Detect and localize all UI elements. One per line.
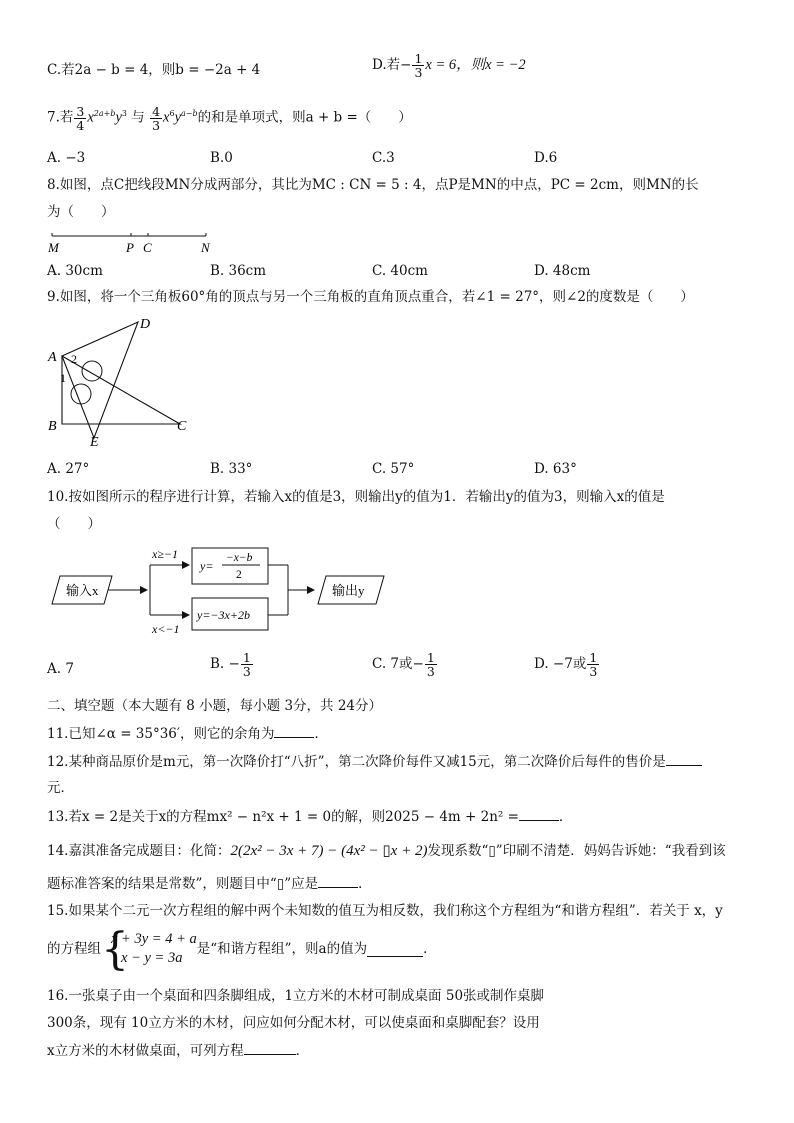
q16-line1: 16.一张桌子由一个桌面和四条脚组成，1立方米的木材可制成桌面 50张或制作桌脚: [47, 988, 545, 1004]
label-m: M: [48, 240, 59, 255]
q9-option-c: C. 57°: [372, 461, 415, 477]
q6-option-d-prefix: D.若−: [372, 57, 412, 73]
q11: [47, 723, 328, 744]
q15-blank[interactable]: [367, 942, 423, 957]
q7-term2-exp: 6: [169, 109, 175, 118]
q14-blank[interactable]: [318, 873, 358, 888]
q14-line2: [47, 873, 372, 894]
box-bottom-formula: y=−3x+2b: [197, 608, 250, 622]
q10-option-b: [210, 651, 254, 678]
label-d: D: [140, 317, 151, 332]
q16-line3: [47, 1040, 309, 1061]
q10-d-den: 3: [589, 664, 598, 679]
q8-stem-line2: 为（ ）: [47, 204, 115, 220]
label-c: C: [143, 240, 152, 255]
section2-heading: 二、填空题（本大题有 8 小题，每小题 3分，共 24分）: [47, 698, 383, 714]
q11-end: ．: [314, 726, 328, 742]
q9-option-d: D. 63°: [534, 461, 577, 477]
q15-equation-system: [101, 924, 197, 975]
q7-option-b: B.0: [210, 150, 233, 166]
q7-lead: 7.若: [47, 109, 74, 126]
label-n: N: [201, 240, 210, 255]
q16-end: ．: [295, 1043, 310, 1059]
q16-line3-text: x立方米的木材做桌面，可列方程: [47, 1043, 244, 1059]
label-angle-1: 1: [60, 371, 66, 385]
q7-option-c: C.3: [372, 150, 395, 166]
triangle-hole-lower: [71, 384, 91, 404]
q10-option-a: A. 7: [47, 661, 74, 677]
q10-option-c: [372, 651, 438, 678]
q15-eq1: x + 3y = 4 + a: [111, 931, 197, 947]
q7-frac2-den: 3: [152, 117, 161, 133]
q16-line2: 300条，现有 10立方米的木材，问应如何分配木材，可以使桌面和桌脚配套？设用: [47, 1015, 540, 1031]
q14-lead: 14.嘉淇准备完成题目：化简：: [47, 843, 231, 859]
q6-option-d-suffix: x = 6，则x = −2: [425, 57, 526, 73]
q8-segment-figure: [44, 228, 224, 256]
q14-end: ．: [358, 876, 372, 892]
q15-lead: 的方程组: [47, 941, 101, 957]
q6-d-frac-num: 1: [414, 51, 423, 66]
q8-option-a: A. 30cm: [47, 263, 103, 279]
q9-triangle-figure: [44, 312, 204, 452]
q6-option-c: C.若2a − b = 4，则b = −2a + 4: [47, 62, 261, 78]
q7-tail: 的和是单项式，则a + b =（ ）: [197, 109, 412, 126]
q13-blank[interactable]: [519, 806, 559, 821]
q10-c-prefix: C. 7或−: [372, 656, 424, 672]
q7-frac2-num: 4: [152, 103, 161, 119]
q10-b-prefix: B. −: [210, 656, 240, 672]
cond-top: x≥−1: [152, 547, 179, 561]
q11-blank[interactable]: [274, 723, 314, 738]
q10-option-d: [534, 651, 600, 678]
q10-stem-line1: 10.按如图所示的程序进行计算，若输入x的值是3，则输出y的值为1．若输出y的值为3，则输入x的值是: [47, 489, 665, 505]
q7-frac1-den: 4: [76, 117, 85, 133]
box-top-den: 2: [236, 569, 242, 581]
label-a: A: [48, 350, 57, 365]
q13: [47, 806, 572, 827]
q10-b-den: 3: [242, 664, 251, 679]
q6-option-d: [372, 52, 526, 79]
q7-mid: 与: [131, 109, 145, 126]
cond-bottom: x<−1: [152, 622, 180, 636]
q7-term1-exp: 2a+b: [93, 109, 116, 118]
label-angle-2: 2: [71, 352, 77, 366]
q10-d-prefix: D. −7或: [534, 656, 587, 672]
label-p: P: [126, 240, 134, 255]
q15-brace: {: [101, 924, 129, 975]
q7-term1-y: y: [115, 109, 122, 126]
output-label: 输出y: [332, 583, 365, 598]
q15-line1: 15.如果某个二元一次方程组的解中两个未知数的值互为相反数，我们称这个方程组为“和谐方程组”．若关于 x，y: [47, 903, 723, 919]
q12-line2: 元．: [47, 780, 74, 796]
q15-line2: [47, 924, 437, 978]
q15-tail: 是“和谐方程组”，则a的值为: [196, 941, 368, 957]
q14-line1: [47, 841, 726, 861]
q10-c-den: 3: [426, 664, 435, 679]
q16-blank[interactable]: [244, 1040, 296, 1055]
input-label: 输入x: [66, 583, 99, 598]
q7-option-d: D.6: [534, 150, 558, 166]
q14-line2-text: 题标准答案的结果是常数”，则题目中“▯”应是: [47, 876, 319, 892]
box-top-lhs: y=: [200, 559, 214, 573]
box-top-num: −x−b: [226, 552, 253, 564]
q7-stem: [47, 104, 412, 132]
q9-stem: 9.如图，将一个三角板60°角的顶点与另一个三角板的直角顶点重合，若∠1 = 27°，则∠2的度数是（ ）: [47, 289, 694, 305]
q13-end: ．: [558, 809, 573, 825]
q12: [47, 751, 702, 772]
q11-text: 11.已知∠α = 35°36′，则它的余角为: [47, 726, 275, 742]
q14-expression: 2(2x² − 3x + 7) − (4x² − ▯x + 2): [230, 843, 428, 859]
q7-frac1-num: 3: [76, 103, 85, 119]
q10-b-num: 1: [242, 650, 251, 665]
q9-option-a: A. 27°: [47, 461, 90, 477]
q13-text: 13.若x = 2是关于x的方程mx² − n²x + 1 = 0的解，则2025 − 4m + 2n² =: [47, 809, 519, 825]
q8-option-b: B. 36cm: [210, 263, 267, 279]
q7-term1-y-exp: 3: [121, 109, 127, 118]
q8-option-d: D. 48cm: [534, 263, 591, 279]
q9-option-b: B. 33°: [210, 461, 253, 477]
q10-c-num: 1: [426, 650, 435, 665]
label-b: B: [48, 419, 57, 434]
label-c: C: [177, 419, 187, 434]
triangle-ade: [62, 322, 138, 438]
q7-term2-y-exp: a−b: [181, 109, 198, 118]
q10-d-num: 1: [589, 650, 598, 665]
q12-blank[interactable]: [666, 751, 702, 766]
q15-end: ．: [423, 941, 437, 957]
q7-option-a: A. −3: [47, 150, 86, 166]
q10-stem-line2: （ ）: [47, 516, 101, 532]
q6-d-frac-den: 3: [414, 65, 423, 80]
q7-term1-x: x: [87, 109, 94, 126]
q12-text: 12.某种商品原价是m元，第一次降价打“八折”，第二次降价每件又减15元，第二次降价后每件的售价是: [47, 754, 666, 770]
q10-flowchart: [44, 540, 394, 640]
label-e: E: [90, 435, 99, 450]
q7-term2-y: y: [174, 109, 182, 126]
q14-tail: 发现系数“▯”印刷不清楚．妈妈告诉她：“我看到该: [427, 843, 726, 859]
q8-stem-line1: 8.如图，点C把线段MN分成两部分，其比为MC : CN = 5 : 4，点P是MN的中点，PC = 2cm，则MN的长: [47, 177, 699, 193]
triangle-hole-upper: [82, 361, 102, 381]
q8-option-c: C. 40cm: [372, 263, 428, 279]
q7-term2-x: x: [163, 109, 170, 126]
q15-eq2: x − y = 3a: [121, 950, 183, 966]
